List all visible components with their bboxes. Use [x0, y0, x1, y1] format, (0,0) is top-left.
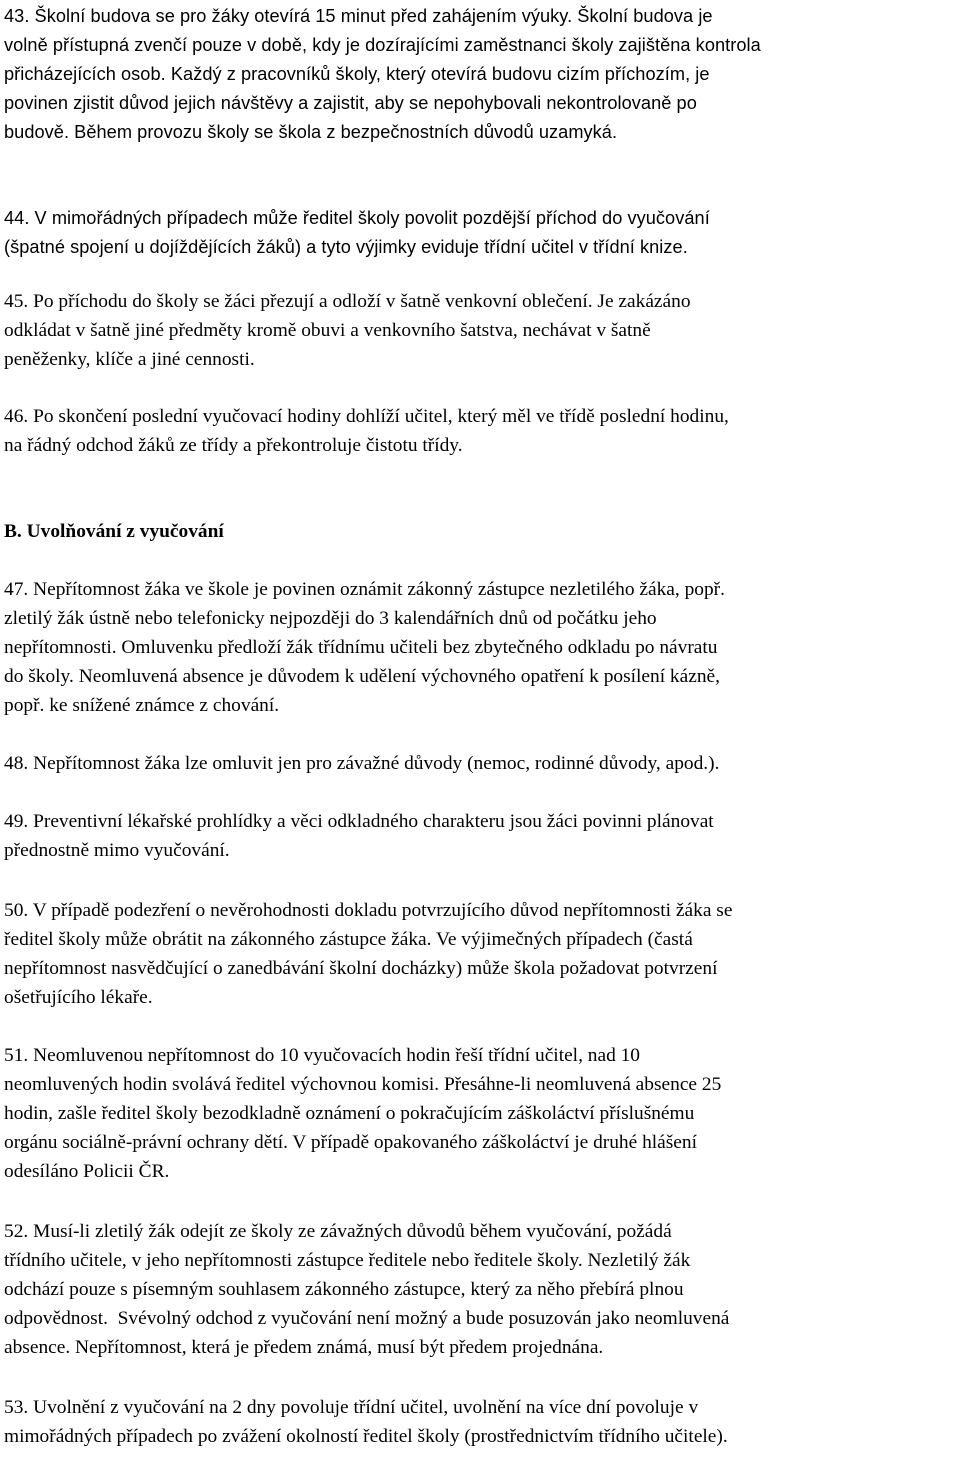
text-line: absence. Nepřítomnost, která je předem známá, musí být předem projednána. — [4, 1337, 604, 1358]
text-line: povinen zjistit důvod jejich návštěvy a zajistit, aby se nepohybovali nekontrolovaně po — [4, 93, 697, 113]
text-line: 53. Uvolnění z vyučování na 2 dny povoluje třídní učitel, uvolnění na více dní povoluje v — [4, 1397, 699, 1418]
text-line: (špatné spojení u dojíždějících žáků) a tyto výjimky eviduje třídní učitel v třídní knize. — [4, 237, 688, 257]
text-line: 44. V mimořádných případech může ředitel školy povolit pozdější příchod do vyučování — [4, 208, 710, 228]
text-line: 51. Neomluvenou nepřítomnost do 10 vyučovacích hodin řeší třídní učitel, nad 10 — [4, 1045, 640, 1066]
text-line: ředitel školy může obrátit na zákonného zástupce žáka. Ve výjimečných případech (častá — [4, 929, 693, 950]
text-line: volně přístupná zvenčí pouze v době, kdy je dozírajícími zaměstnanci školy zajištěna kontrola — [4, 35, 761, 55]
text-line: peněženky, klíče a jiné cennosti. — [4, 349, 255, 370]
text-line: 49. Preventivní lékařské prohlídky a věci odkladného charakteru jsou žáci povinni plánovat — [4, 811, 714, 832]
text-line: 46. Po skončení poslední vyučovací hodiny dohlíží učitel, který měl ve třídě poslední hodinu, — [4, 406, 729, 427]
text-line: odchází pouze s písemným souhlasem zákonného zástupce, který za něho přebírá plnou — [4, 1279, 684, 1300]
text-line: popř. ke snížené známce z chování. — [4, 695, 280, 716]
text-line: nepřítomnosti. Omluvenku předloží žák třídnímu učiteli bez zbytečného odkladu po návratu — [4, 637, 718, 658]
text-line: nepřítomnost nasvědčující o zanedbávání školní docházky) může škola požadovat potvrzení — [4, 958, 718, 979]
text-line: přednostně mimo vyučování. — [4, 840, 230, 861]
text-line: 45. Po příchodu do školy se žáci přezují a odloží v šatně venkovní oblečení. Je zakázáno — [4, 291, 691, 312]
text-line: ošetřujícího lékaře. — [4, 987, 153, 1008]
text-line: 43. Školní budova se pro žáky otevírá 15 minut před zahájením výuky. Školní budova je — [4, 6, 713, 26]
text-line: na řádný odchod žáků ze třídy a překontroluje čistotu třídy. — [4, 435, 463, 456]
text-line: do školy. Neomluvená absence je důvodem k udělení výchovného opatření k posílení kázně, — [4, 666, 720, 687]
text-line: budově. Během provozu školy se škola z bezpečnostních důvodů uzamyká. — [4, 122, 618, 142]
text-line: přicházejících osob. Každý z pracovníků školy, který otevírá budovu cizím příchozím, je — [4, 64, 710, 84]
text-line: 47. Nepřítomnost žáka ve škole je povinen oznámit zákonný zástupce nezletilého žáka, popř. — [4, 579, 725, 600]
text-line: mimořádných případech po zvážení okolností ředitel školy (prostřednictvím třídního učitele). — [4, 1426, 728, 1447]
text-line: orgánu sociálně-právní ochrany dětí. V případě opakovaného záškoláctví je druhé hlášení — [4, 1132, 697, 1153]
text-line: neomluvených hodin svolává ředitel výchovnou komisi. Přesáhne-li neomluvená absence 25 — [4, 1074, 722, 1095]
text-line: odkládat v šatně jiné předměty kromě obuvi a venkovního šatstva, nechávat v šatně — [4, 320, 651, 341]
text-line: odpovědnost. Svévolný odchod z vyučování není možný a bude posuzován jako neomluvená — [4, 1308, 730, 1329]
section-heading: B. Uvolňování z vyučování — [4, 521, 224, 542]
text-line: hodin, zašle ředitel školy bezodkladně oznámení o pokračujícím záškoláctví příslušnému — [4, 1103, 695, 1124]
text-line: 48. Nepřítomnost žáka lze omluvit jen pro závažné důvody (nemoc, rodinné důvody, apod.). — [4, 753, 720, 774]
text-line: odesíláno Policii ČR. — [4, 1161, 170, 1182]
text-line: 52. Musí-li zletilý žák odejít ze školy ze závažných důvodů během vyučování, požádá — [4, 1221, 672, 1242]
text-line: třídního učitele, v jeho nepřítomnosti zástupce ředitele nebo ředitele školy. Nezletilý žák — [4, 1250, 691, 1271]
text-line: zletilý žák ústně nebo telefonicky nejpozději do 3 kalendářních dnů od počátku jeho — [4, 608, 657, 629]
text-line: 50. V případě podezření o nevěrohodnosti dokladu potvrzujícího důvod nepřítomnosti žáka se — [4, 900, 733, 921]
